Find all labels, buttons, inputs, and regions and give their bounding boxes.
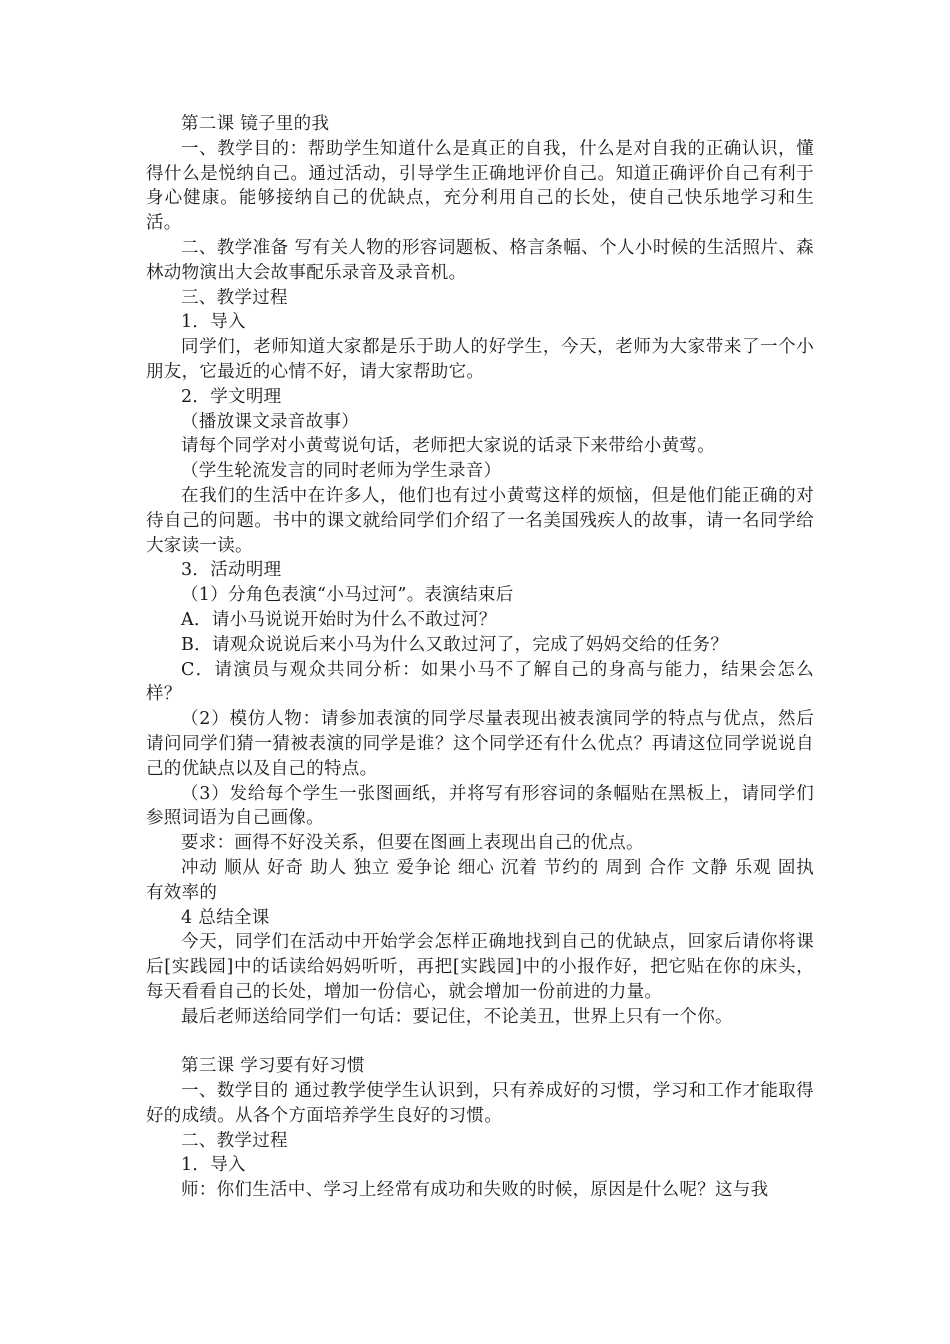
section-gap (146, 1029, 814, 1054)
lesson3-title: 第三课 学习要有好习惯 (181, 1056, 365, 1077)
lesson2-step1-text: 同学们，老师知道大家都是乐于助人的好学生，今天，老师为大家带来了一个小朋友，它最近的心情不好，请大家帮助它。 (146, 337, 814, 382)
lesson2-preparation: 二、教学准备 写有关人物的形容词题板、格言条幅、个人小时候的生活照片、森林动物演出大会故事配乐录音及录音机。 (146, 237, 814, 283)
lesson2-step3-item2: （2）模仿人物：请参加表演的同学尽量表现出被表演同学的特点与优点，然后请问同学们猜一猜被表演的同学是谁？这个同学还有什么优点？再请这位同学说说自己的优缺点以及自己的特点。 (146, 709, 814, 779)
lesson2-step3-a: A．请小马说说开始时为什么不敢过河？ (181, 609, 497, 630)
lesson2-step2-heading: 2．学文明理 (181, 386, 282, 407)
lesson2-words: 冲动 顺从 好奇 助人 独立 爱争论 细心 沉着 节约的 周到 合作 文静 乐观 固执 有效率的 (146, 857, 814, 903)
lesson3-process-heading: 二、教学过程 (181, 1130, 288, 1151)
lesson2-step2-text2: 在我们的生活中在许多人，他们也有过小黄莺这样的烦恼，但是他们能正确的对待自己的问题。书中的课文就给同学们介绍了一名美国残疾人的故事，请一名同学给大家读一读。 (146, 485, 814, 556)
lesson3-step1-heading: 1．导入 (181, 1155, 246, 1176)
lesson2-step3-item3: （3）发给每个学生一张图画纸，并将写有形容词的条幅贴在黑板上，请同学们参照词语为自己画像。 (146, 783, 814, 829)
lesson2-step2-text1: 请每个同学对小黄莺说句话，老师把大家说的话录下来带给小黄莺。 (181, 436, 715, 457)
lesson2-objective: 一、教学目的：帮助学生知道什么是真正的自我，什么是对自我的正确认识，懂得什么是悦纳自己。通过活动，引导学生正确地评价自己。知道正确评价自己有利于身心健康。能够接纳自己的优缺点，充分利用自己的长处，使自己快乐地学习和生活。 (146, 138, 814, 234)
lesson2-step3-item1: （1）分角色表演“小马过河”。表演结束后 (181, 585, 514, 606)
lesson2-closing: 最后老师送给同学们一句话：要记住，不论美丑，世界上只有一个你。 (181, 1006, 733, 1027)
lesson2-requirement: 要求：画得不好没关系，但要在图画上表现出自己的优点。 (181, 833, 644, 854)
lesson2-step2-note1: （播放课文录音故事） (181, 411, 359, 432)
lesson2-step4-heading: 4 总结全课 (181, 907, 270, 928)
lesson2-step3-heading: 3．活动明理 (181, 560, 282, 581)
lesson2-step3-c: C．请演员与观众共同分析：如果小马不了解自己的身高与能力，结果会怎么样？ (146, 659, 814, 705)
lesson2-process-heading: 三、教学过程 (181, 287, 288, 308)
lesson2-step4-text: 今天，同学们在活动中开始学会怎样正确地找到自己的优缺点，回家后请你将课后[实践园]中的话读给妈妈听听，再把[实践园]中的小报作好，把它贴在你的床头，每天看看自己的长处，增加一份信心，就会增加一份前进的力量。 (146, 932, 814, 1002)
lesson2-step2-note2: （学生轮流发言的同时老师为学生录音） (181, 461, 502, 482)
lesson2-title: 第二课 镜子里的我 (181, 114, 330, 134)
lesson2-step3-b: B．请观众说说后来小马为什么又敢过河了，完成了妈妈交给的任务？ (181, 634, 729, 655)
document-body (146, 112, 814, 1203)
lesson3-step1-text: 师：你们生活中、学习上经常有成功和失败的时候，原因是什么呢？这与我 (181, 1180, 769, 1201)
lesson2-step1-heading: 1．导入 (181, 312, 246, 333)
lesson3-objective: 一、数学目的 通过教学使学生认识到，只有养成好的习惯，学习和工作才能取得好的成绩。从各个方面培养学生良好的习惯。 (146, 1081, 814, 1126)
